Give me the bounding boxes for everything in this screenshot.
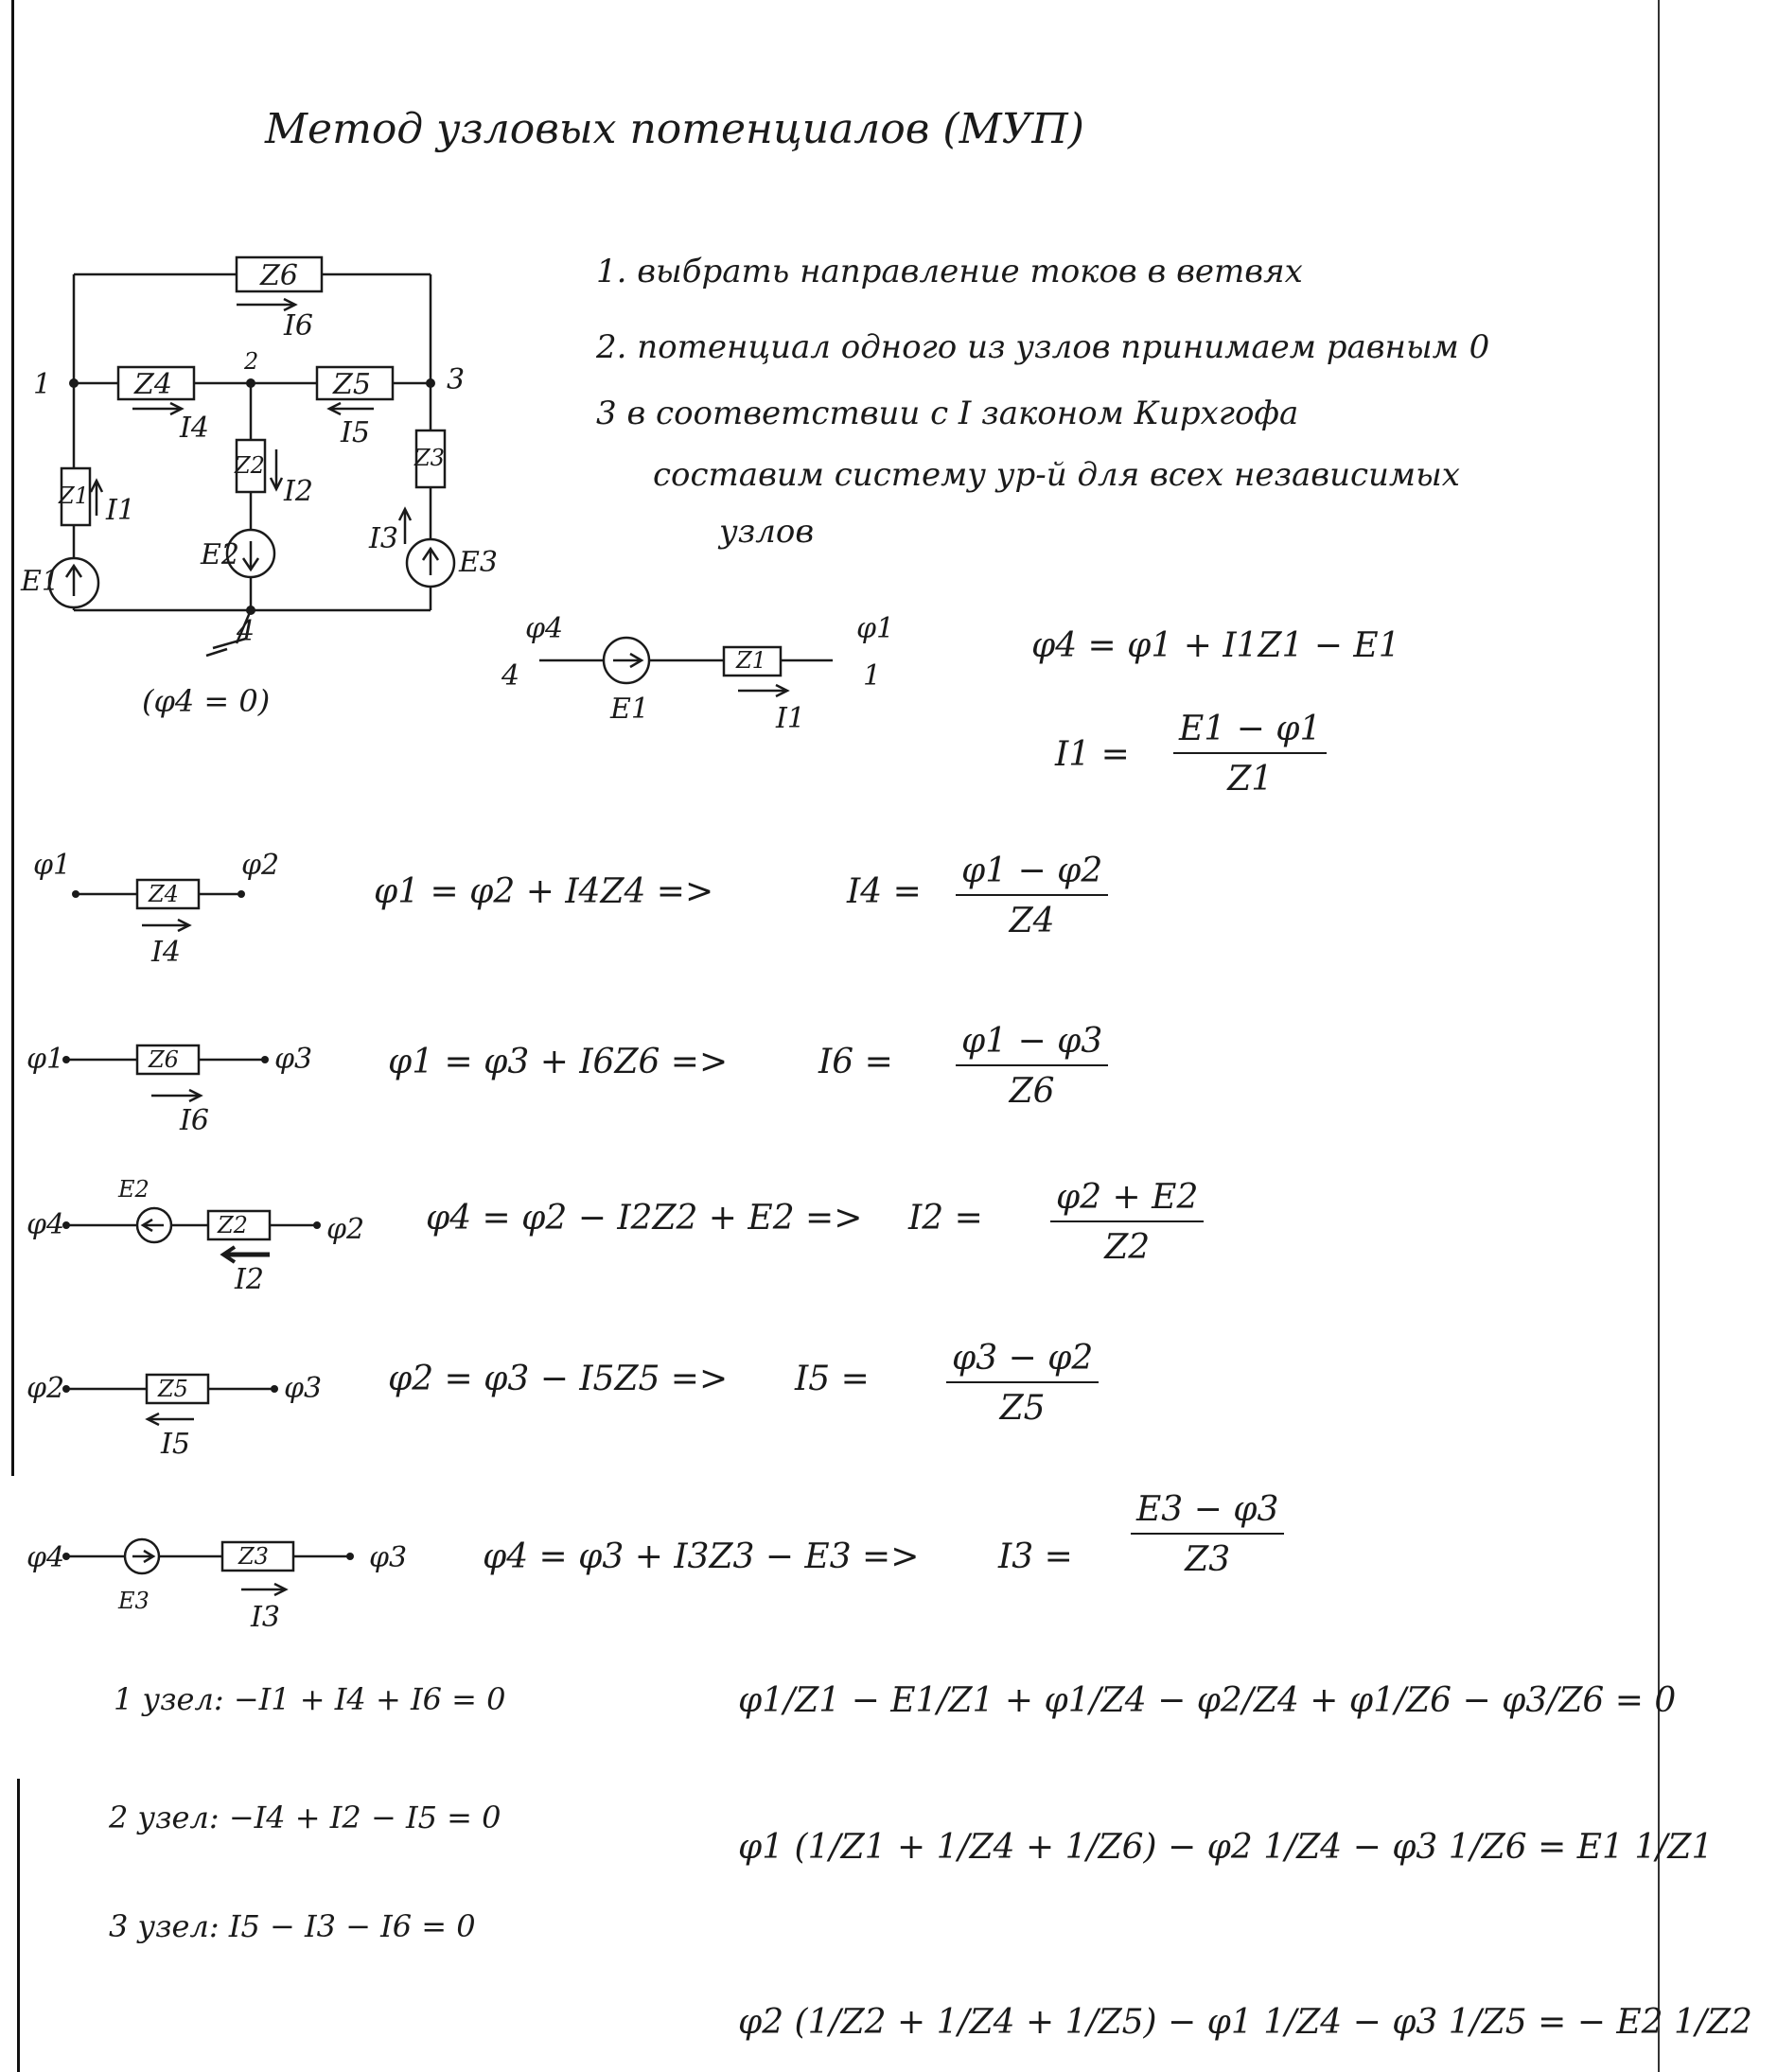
row3-equation: φ4 = φ2 − I2Z2 + E2 => bbox=[426, 1199, 863, 1238]
row5-phi-right: φ3 bbox=[369, 1541, 408, 1574]
label-node-3: 3 bbox=[447, 363, 466, 396]
label-i3: I3 bbox=[369, 522, 398, 555]
row4-imp: Z5 bbox=[158, 1376, 188, 1402]
step-3: 3 в соответствии с I законом Кирхгофа bbox=[596, 395, 1299, 432]
label-node-2: 2 bbox=[244, 348, 259, 375]
step-3-end: узлов bbox=[719, 513, 815, 551]
label-i1: I1 bbox=[106, 494, 135, 527]
node-equation-3: φ2 (1/Z2 + 1/Z4 + 1/Z5) − φ1 1/Z4 − φ3 1/Z5 = − E2 1/Z2 bbox=[738, 2003, 1752, 2042]
row1-phi-left: φ1 bbox=[33, 849, 72, 882]
node-equation-1: φ1/Z1 − E1/Z1 + φ1/Z4 − φ2/Z4 + φ1/Z6 − φ3/Z6 = 0 bbox=[738, 1681, 1677, 1720]
row2-equation: φ1 = φ3 + I6Z6 => bbox=[388, 1043, 729, 1081]
label-node-4: 4 bbox=[237, 615, 255, 648]
row5-phi-left: φ4 bbox=[26, 1541, 65, 1574]
branch1-source: E1 bbox=[610, 693, 649, 726]
row4-lhs: I5 = bbox=[795, 1360, 870, 1398]
row2-imp: Z6 bbox=[149, 1046, 179, 1073]
row3-denominator: Z2 bbox=[1104, 1228, 1151, 1267]
page-title: Метод узловых потенциалов (МУП) bbox=[265, 105, 1084, 153]
row1-numerator: φ1 − φ2 bbox=[956, 852, 1108, 896]
row1-cur: I4 bbox=[151, 936, 181, 969]
branch1-denominator: Z1 bbox=[1227, 760, 1274, 799]
branch1-node-right: 1 bbox=[863, 659, 882, 693]
label-z1: Z1 bbox=[59, 483, 89, 509]
step-2: 2. потенциал одного из узлов принимаем равным 0 bbox=[596, 328, 1490, 366]
branch1-phi-right: φ1 bbox=[856, 612, 895, 645]
branch1-numerator: E1 − φ1 bbox=[1173, 710, 1327, 754]
branch1-phi-left: φ4 bbox=[525, 612, 564, 645]
label-e3: E3 bbox=[459, 546, 498, 579]
row2-denominator: Z6 bbox=[1009, 1072, 1055, 1111]
label-z4: Z4 bbox=[134, 368, 172, 401]
ground-note: (φ4 = 0) bbox=[142, 683, 271, 719]
branch1-node-left: 4 bbox=[501, 659, 520, 693]
row1-imp: Z4 bbox=[149, 881, 179, 907]
row5-denominator: Z3 bbox=[1185, 1540, 1231, 1579]
label-z3: Z3 bbox=[414, 445, 445, 471]
label-i2: I2 bbox=[284, 475, 313, 508]
row3-fraction bbox=[1050, 1178, 1204, 1267]
row1-lhs: I4 = bbox=[847, 872, 922, 911]
row3-phi-left: φ4 bbox=[26, 1208, 65, 1241]
label-e1: E1 bbox=[21, 565, 60, 598]
label-z5: Z5 bbox=[333, 368, 371, 401]
branch1-equation: φ4 = φ1 + I1Z1 − E1 bbox=[1031, 626, 1400, 665]
row3-src: E2 bbox=[118, 1176, 150, 1203]
row3-lhs: I2 = bbox=[908, 1199, 983, 1238]
label-e2: E2 bbox=[201, 538, 239, 571]
kcl-node-2: 2 узел: −I4 + I2 − I5 = 0 bbox=[109, 1800, 501, 1835]
row5-lhs: I3 = bbox=[998, 1537, 1073, 1576]
label-i5: I5 bbox=[341, 416, 370, 449]
label-i4: I4 bbox=[180, 412, 209, 445]
row5-imp: Z3 bbox=[238, 1543, 269, 1570]
label-i6: I6 bbox=[284, 309, 313, 342]
row5-fraction bbox=[1131, 1490, 1284, 1579]
row1-denominator: Z4 bbox=[1009, 902, 1055, 940]
row2-fraction bbox=[956, 1022, 1108, 1111]
branch1-cur: I1 bbox=[776, 702, 805, 735]
row4-denominator: Z5 bbox=[999, 1389, 1046, 1428]
branch1-imp: Z1 bbox=[736, 647, 766, 674]
row4-phi-left: φ2 bbox=[26, 1372, 65, 1405]
row2-lhs: I6 = bbox=[818, 1043, 893, 1081]
row5-src: E3 bbox=[118, 1588, 150, 1614]
row3-imp: Z2 bbox=[218, 1212, 248, 1238]
row4-fraction bbox=[946, 1339, 1099, 1428]
row1-phi-right: φ2 bbox=[241, 849, 280, 882]
kcl-node-3: 3 узел: I5 − I3 − I6 = 0 bbox=[109, 1908, 476, 1944]
row5-equation: φ4 = φ3 + I3Z3 − E3 => bbox=[483, 1537, 920, 1576]
step-3-continued: составим систему ур-й для всех независимых bbox=[653, 456, 1460, 494]
row2-phi-right: φ3 bbox=[274, 1043, 313, 1076]
row4-numerator: φ3 − φ2 bbox=[946, 1339, 1099, 1383]
row4-equation: φ2 = φ3 − I5Z5 => bbox=[388, 1360, 729, 1398]
label-z6: Z6 bbox=[260, 259, 298, 292]
row1-fraction bbox=[956, 852, 1108, 940]
node-equation-2: φ1 (1/Z1 + 1/Z4 + 1/Z6) − φ2 1/Z4 − φ3 1/Z6 = E1 1/Z1 bbox=[738, 1828, 1714, 1867]
row1-equation: φ1 = φ2 + I4Z4 => bbox=[374, 872, 714, 911]
row5-numerator: E3 − φ3 bbox=[1131, 1490, 1284, 1535]
row4-cur: I5 bbox=[161, 1428, 190, 1461]
row4-phi-right: φ3 bbox=[284, 1372, 323, 1405]
branch1-current-lhs: I1 = bbox=[1055, 735, 1130, 774]
label-node-1: 1 bbox=[33, 368, 52, 401]
row2-numerator: φ1 − φ3 bbox=[956, 1022, 1108, 1066]
row2-phi-left: φ1 bbox=[26, 1043, 65, 1076]
kcl-node-1: 1 узел: −I1 + I4 + I6 = 0 bbox=[114, 1681, 506, 1717]
row3-phi-right: φ2 bbox=[326, 1213, 365, 1246]
step-1: 1. выбрать направление токов в ветвях bbox=[596, 253, 1303, 290]
row3-numerator: φ2 + E2 bbox=[1050, 1178, 1204, 1222]
label-z2: Z2 bbox=[235, 452, 265, 479]
row3-cur: I2 bbox=[235, 1263, 264, 1296]
row2-cur: I6 bbox=[180, 1104, 209, 1137]
row5-cur: I3 bbox=[251, 1601, 280, 1634]
